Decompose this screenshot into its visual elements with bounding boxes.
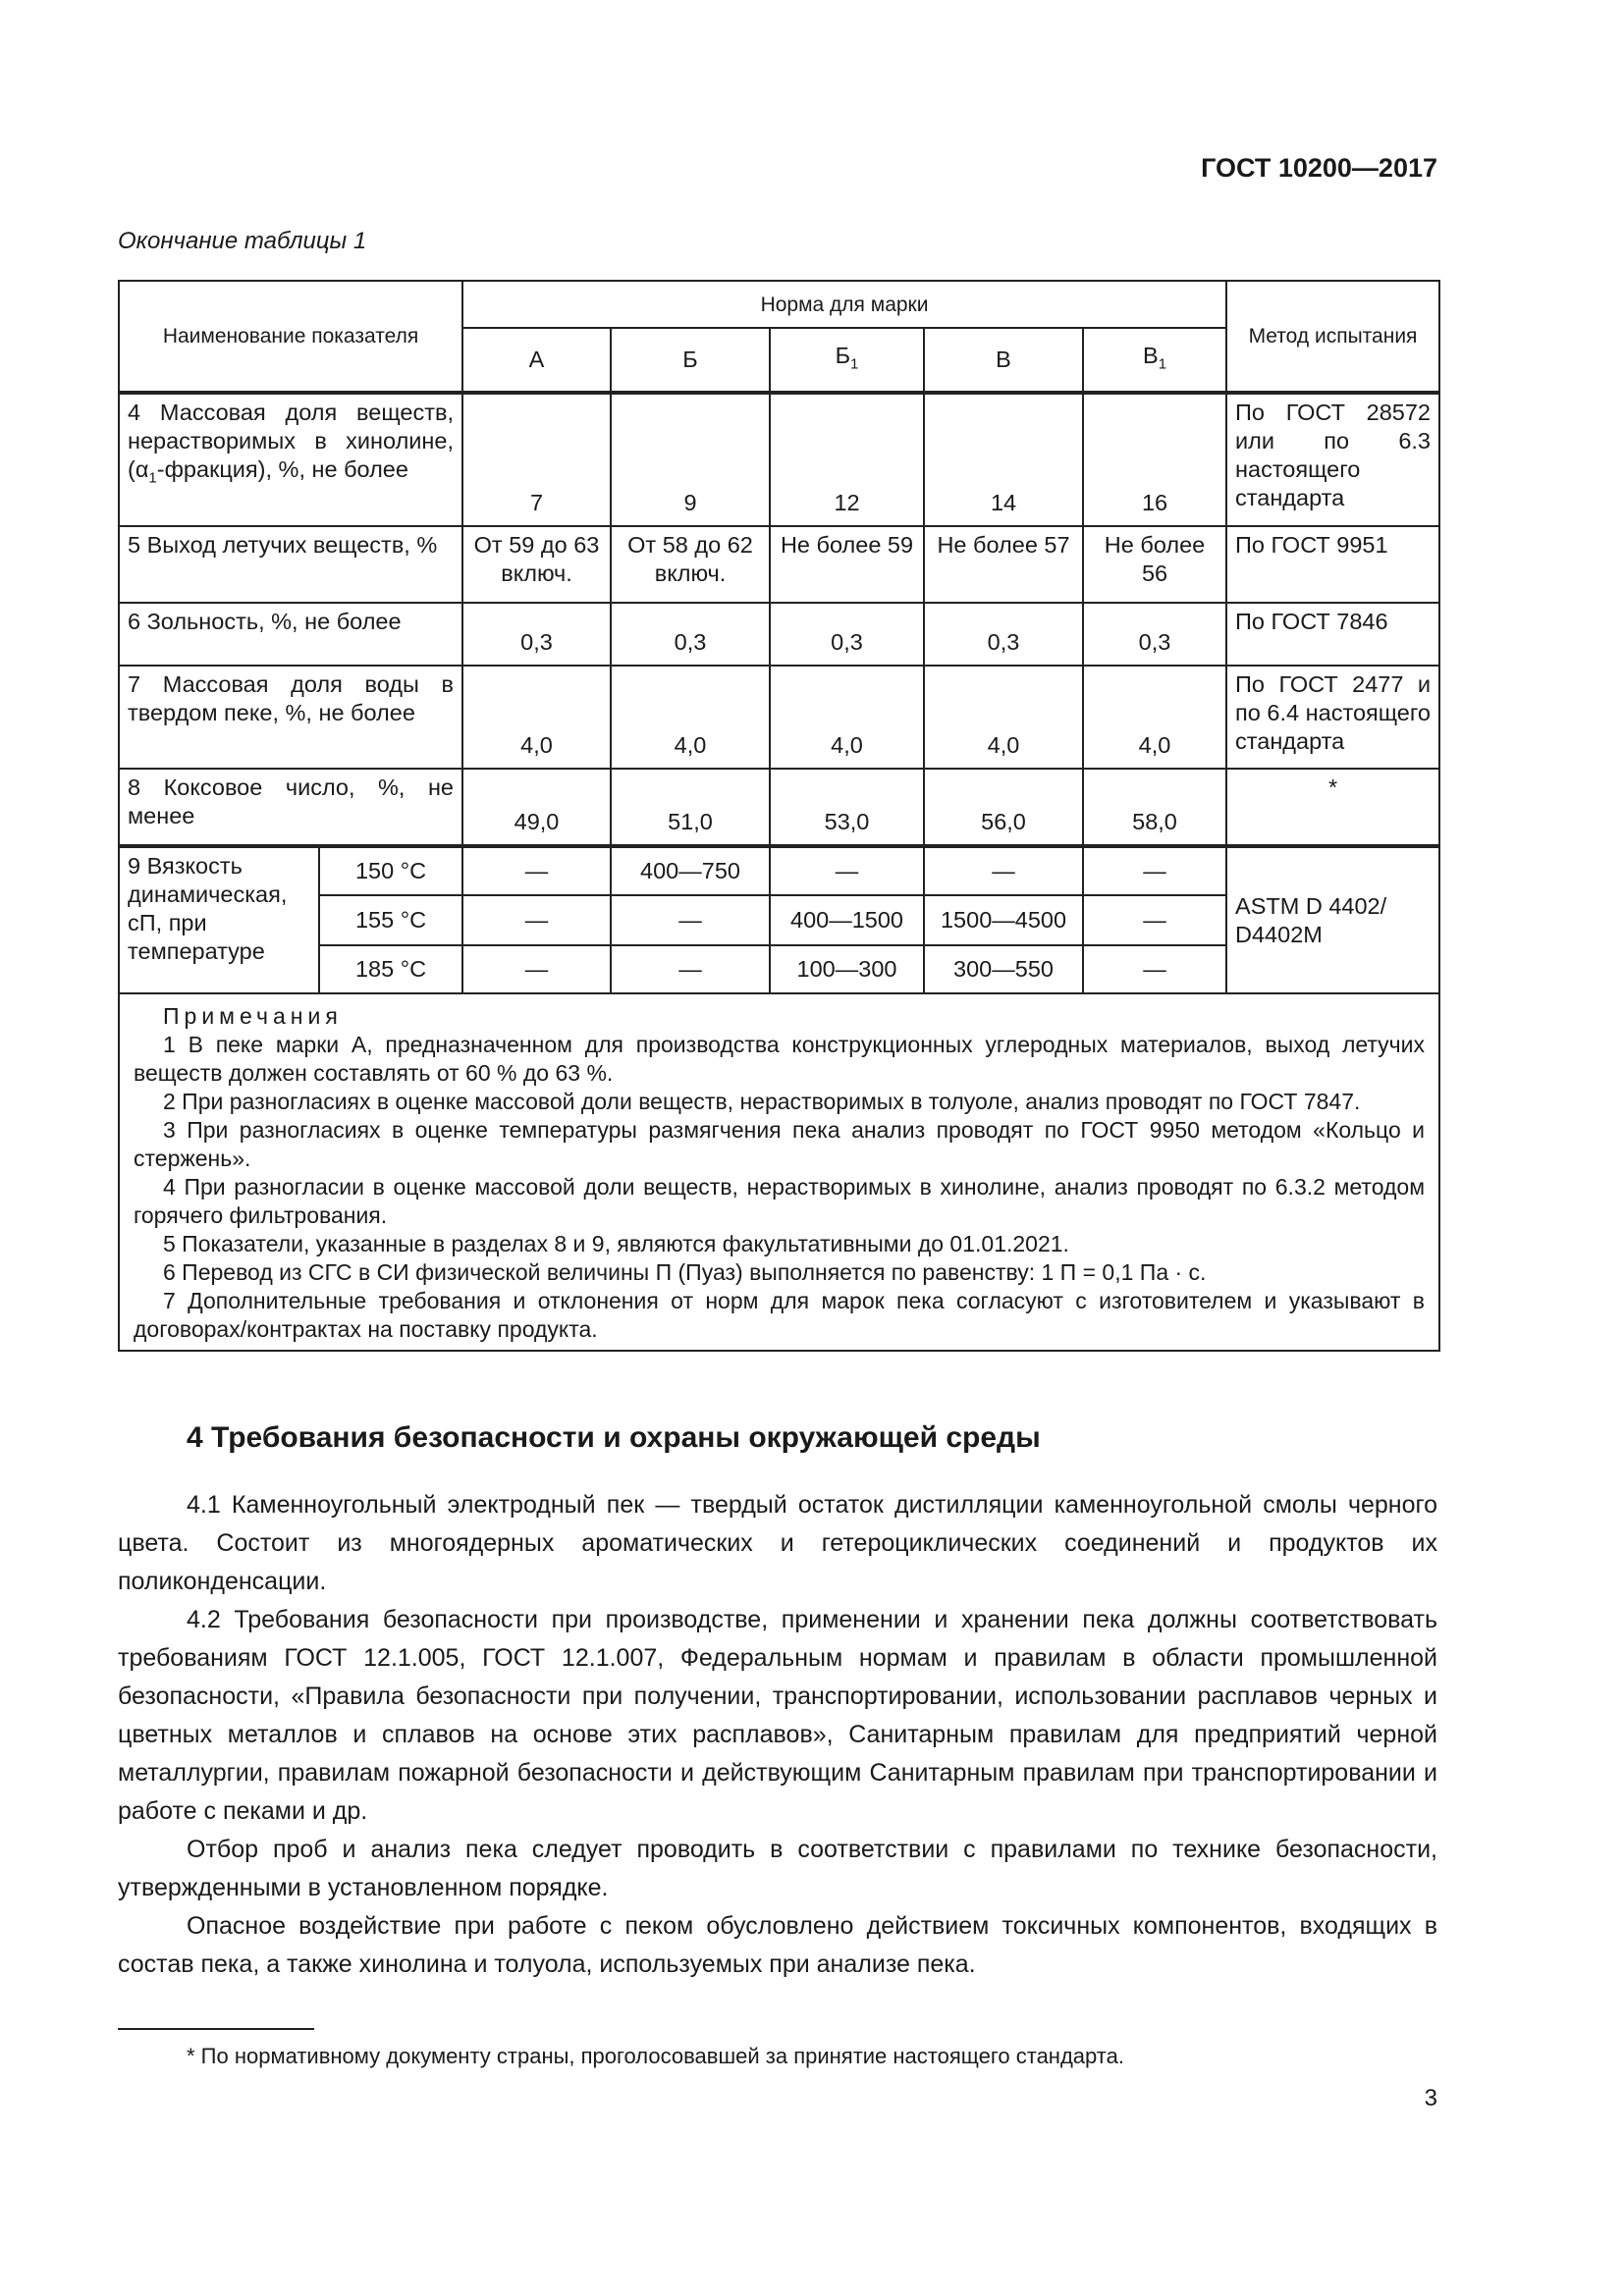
cell-value: От 58 до 62 включ. <box>611 526 770 603</box>
row-name: 7 Массовая доля воды в твердом пеке, %, не более <box>119 666 462 769</box>
cell-value: 100—300 <box>770 945 924 993</box>
cell-value: 0,3 <box>611 603 770 666</box>
grade-header: В <box>924 328 1083 393</box>
cell-value: От 59 до 63 включ. <box>462 526 611 603</box>
cell-value: — <box>1083 895 1226 945</box>
grade-header: Б <box>611 328 770 393</box>
row-name: 9 Вязкость динамическая, сП, при температуре <box>119 846 319 993</box>
header-norm: Норма для марки <box>462 281 1226 328</box>
note: 6 Перевод из СГС в СИ физической величины П (Пуаз) выполняется по равенству: 1 П = 0,1 Па · с. <box>163 1259 1207 1285</box>
paragraph: Опасное воздействие при работе с пеком обусловлено действием токсичных компонентов, входящих в состав пека, а также хинолина и толуола, используемых при анализе пека. <box>118 1912 1437 1978</box>
notes-title: Примечания <box>163 1003 343 1029</box>
note: 7 Дополнительные требования и отклонения от норм для марок пека согласуют с изготовителем и указывают в договорах/контрактах на поставку продукта. <box>134 1288 1426 1342</box>
header-name: Наименование показателя <box>119 281 462 393</box>
row-name: 8 Коксовое число, %, не менее <box>119 769 462 846</box>
cell-method: ASTM D 4402/ D4402M <box>1226 846 1439 993</box>
cell-value: — <box>1083 846 1226 895</box>
cell-value: 300—550 <box>924 945 1083 993</box>
cell-value: 56,0 <box>924 769 1083 846</box>
cell-value: — <box>611 945 770 993</box>
footnote-divider <box>118 2028 314 2030</box>
notes-row <box>119 993 1439 1351</box>
table-row <box>119 393 1439 526</box>
cell-value: 0,3 <box>1083 603 1226 666</box>
cell-value: 12 <box>770 393 924 526</box>
cell-temperature: 155 °C <box>319 895 462 945</box>
document-code: ГОСТ 10200—2017 <box>1201 153 1437 183</box>
note: 2 При разногласиях в оценке массовой доли веществ, нерастворимых в толуоле, анализ проводят по ГОСТ 7847. <box>163 1089 1361 1114</box>
cell-value: — <box>462 895 611 945</box>
row-name: 5 Выход летучих веществ, % <box>119 526 462 603</box>
cell-method: По ГОСТ 9951 <box>1226 526 1439 603</box>
note: 4 При разногласии в оценке массовой доли веществ, нерастворимых в хинолине, анализ проводят по 6.3.2 методом горячего фильтрования. <box>134 1174 1426 1228</box>
cell-value: 16 <box>1083 393 1226 526</box>
page-number: 3 <box>1424 2085 1437 2111</box>
grade-header: $Б_1$ <box>770 328 924 393</box>
cell-value: — <box>462 846 611 895</box>
cell-method: По ГОСТ 7846 <box>1226 603 1439 666</box>
table-caption: Окончание таблицы 1 <box>118 228 367 254</box>
cell-value: Не более 57 <box>924 526 1083 603</box>
cell-value: 1500—4500 <box>924 895 1083 945</box>
table-row <box>119 769 1439 846</box>
row-name: 4 Массовая доля веществ, нерастворимых в хинолине, $(\alpha_1-фракция)$, %, не более <box>119 393 462 526</box>
table-row <box>119 526 1439 603</box>
cell-value: Не более 56 <box>1083 526 1226 603</box>
cell-value: 4,0 <box>611 666 770 769</box>
table-row <box>119 603 1439 666</box>
grade-header: $В_1$ <box>1083 328 1226 393</box>
note: 5 Показатели, указанные в разделах 8 и 9, являются факультативными до 01.01.2021. <box>163 1231 1069 1256</box>
table-row <box>119 666 1439 769</box>
section-body <box>118 1486 1437 1984</box>
cell-value: 49,0 <box>462 769 611 846</box>
cell-value: 51,0 <box>611 769 770 846</box>
note: 1 В пеке марки А, предназначенном для производства конструкционных углеродных материалов, выход летучих веществ должен составлять от 60 % до 63 %. <box>134 1032 1426 1086</box>
paragraph: 4.1 Каменноугольный электродный пек — твердый остаток дистилляции каменноугольной смолы черного цвета. Состоит из многоядерных ароматических и гетероциклических соединений и продуктов их поликонденсации. <box>118 1491 1437 1595</box>
cell-value: 0,3 <box>770 603 924 666</box>
cell-value: 58,0 <box>1083 769 1226 846</box>
cell-method: * <box>1226 769 1439 846</box>
section-heading: 4 Требования безопасности и охраны окружающей среды <box>187 1421 1041 1454</box>
cell-method: По ГОСТ 2477 и по 6.4 настоящего стандарта <box>1226 666 1439 769</box>
cell-value: 53,0 <box>770 769 924 846</box>
grade-header: А <box>462 328 611 393</box>
cell-value: 4,0 <box>770 666 924 769</box>
cell-value: — <box>1083 945 1226 993</box>
cell-value: 4,0 <box>1083 666 1226 769</box>
header-method: Метод испытания <box>1226 281 1439 393</box>
table-row <box>119 846 1439 895</box>
cell-temperature: 150 °C <box>319 846 462 895</box>
note: 3 При разногласиях в оценке температуры размягчения пека анализ проводят по ГОСТ 9950 методом «Кольцо и стержень». <box>134 1117 1426 1171</box>
cell-value: Не более 59 <box>770 526 924 603</box>
cell-value: 14 <box>924 393 1083 526</box>
cell-value: 400—1500 <box>770 895 924 945</box>
cell-value: — <box>924 846 1083 895</box>
cell-value: 400—750 <box>611 846 770 895</box>
cell-value: — <box>611 895 770 945</box>
cell-value: 0,3 <box>462 603 611 666</box>
cell-value: — <box>770 846 924 895</box>
cell-value: 7 <box>462 393 611 526</box>
paragraph: 4.2 Требования безопасности при производстве, применении и хранении пека должны соответствовать требованиям ГОСТ 12.1.005, ГОСТ 12.1.007, Федеральным нормам и правилам в области промышленной безопасности, «Правила безопасности при получении, транспортировании, использовании расплавов черных и цветных металлов и сплавов на основе этих расплавов», Санитарным правилам для предприятий черной металлургии, правилам пожарной безопасности и действующим Санитарным правилам при транспортировании и работе с пеками и др. <box>118 1606 1437 1825</box>
table-notes <box>119 993 1439 1351</box>
cell-value: 4,0 <box>462 666 611 769</box>
row-name: 6 Зольность, %, не более <box>119 603 462 666</box>
cell-temperature: 185 °C <box>319 945 462 993</box>
cell-value: 9 <box>611 393 770 526</box>
paragraph: Отбор проб и анализ пека следует проводить в соответствии с правилами по технике безопасности, утвержденными в установленном порядке. <box>118 1836 1437 1901</box>
footnote: * По нормативному документу страны, проголосовавшей за принятие настоящего стандарта. <box>187 2044 1124 2068</box>
cell-value: — <box>462 945 611 993</box>
requirements-table <box>118 280 1440 1352</box>
cell-value: 4,0 <box>924 666 1083 769</box>
cell-method: По ГОСТ 28572 или по 6.3 настоящего стандарта <box>1226 393 1439 526</box>
cell-value: 0,3 <box>924 603 1083 666</box>
